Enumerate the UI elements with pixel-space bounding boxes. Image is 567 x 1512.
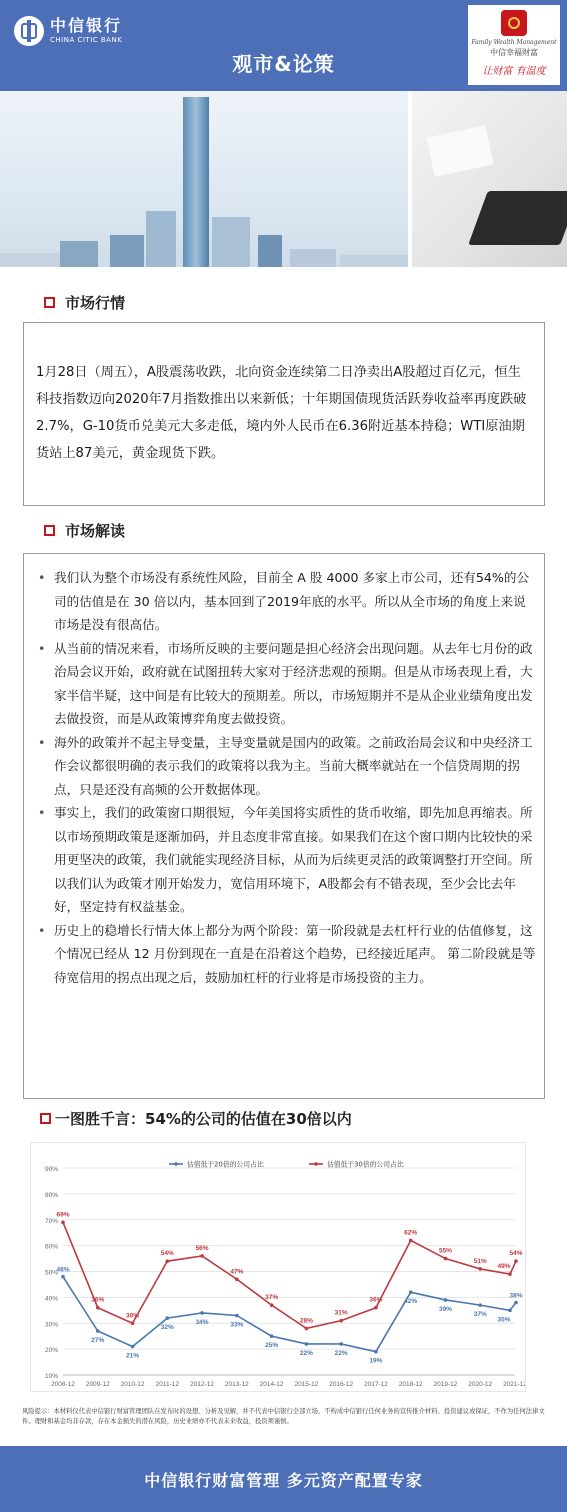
- data-point: [409, 1239, 413, 1243]
- x-tick-label: 2012-12: [190, 1381, 215, 1388]
- analysis-box: [23, 553, 545, 1099]
- x-tick-label: 2021-12: [503, 1381, 525, 1388]
- footer-slogan: 中信银行财富管理 多元资产配置专家: [144, 1471, 423, 1490]
- data-point: [166, 1316, 170, 1320]
- logo-en: CHINA CITIC BANK: [50, 36, 123, 44]
- data-label: 34%: [195, 1318, 209, 1326]
- y-tick-label: 40%: [44, 1295, 58, 1303]
- data-label: 38%: [509, 1292, 523, 1300]
- data-point: [409, 1290, 413, 1294]
- data-label: 32%: [160, 1324, 174, 1332]
- market-summary-text: 1月28日（周五），A股震荡收跌，北向资金连续第二日净卖出A股超过百亿元，恒生科技指数迈向2020年7月指数推出以来新低；十年期国债现货活跃券收益率再度跌破2.7%，G-10货币兑美元大多走低，境内外人民币在6.36附近基本持稳；WTI原油期货站上87美元，黄金现货下跌。: [36, 365, 527, 461]
- analysis-list: [24, 554, 544, 989]
- list-item: • 历史上的稳增长行情大体上都分为两个阶段：第一阶段就是去杠杆行业的估值修复，这个情况已经从 12 月份到现在一直是在沿着这个趋势，已经接近尾声。 第二阶段就是等待宽信用的拐点出现之后，鼓励加杠杆的行业将是市场投资的主力。: [36, 919, 536, 990]
- data-point: [444, 1298, 448, 1302]
- data-point: [478, 1267, 482, 1271]
- y-tick-label: 60%: [44, 1243, 58, 1251]
- citic-logo-icon: [14, 16, 44, 46]
- x-tick-label: 2015-12: [294, 1381, 319, 1388]
- data-point: [444, 1257, 448, 1261]
- data-label: 22%: [299, 1349, 313, 1357]
- chart-heading: [40, 1108, 352, 1129]
- banner-image: [0, 91, 567, 267]
- square-bullet-icon: [44, 297, 55, 308]
- y-tick-label: 10%: [44, 1373, 58, 1380]
- valuation-chart: [30, 1142, 526, 1392]
- y-tick-label: 70%: [44, 1217, 58, 1225]
- data-label: 28%: [299, 1317, 313, 1325]
- data-label: 33%: [230, 1321, 244, 1329]
- bank-logo: [14, 16, 122, 46]
- y-tick-label: 80%: [44, 1191, 58, 1199]
- data-label: 37%: [265, 1294, 279, 1302]
- x-tick-label: 2016-12: [329, 1381, 354, 1388]
- x-tick-label: 2018-12: [398, 1381, 423, 1388]
- data-point: [508, 1309, 512, 1313]
- brand-cn: 中信幸福财富: [490, 48, 538, 57]
- data-label: 42%: [404, 1298, 418, 1306]
- risk-disclaimer: 风险提示：本材料仅代表中信银行财富管理团队在发布时的设想、分析及见解，并不代表中信银行全部立场，不构成中信银行任何业务的宣传推介材料、投资建议或保证，不作为任何法律文件。理财和基金均非存款，存在本金损失的潜在风险，历史业绩亦不代表未来收益，投资须谨慎。: [22, 1408, 545, 1425]
- data-label: 48%: [56, 1266, 70, 1274]
- section-heading-text: 市场解读: [65, 522, 126, 540]
- data-label: 21%: [126, 1352, 140, 1360]
- y-tick-label: 20%: [44, 1347, 58, 1355]
- data-label: 55%: [438, 1247, 452, 1255]
- market-summary-box: [23, 322, 545, 506]
- y-tick-label: 30%: [44, 1321, 58, 1329]
- data-point: [96, 1306, 100, 1310]
- data-label: 27%: [91, 1337, 105, 1345]
- data-point: [270, 1334, 274, 1338]
- data-point: [305, 1327, 309, 1331]
- data-point: [166, 1259, 170, 1263]
- data-label: 36%: [369, 1296, 383, 1304]
- data-point: [305, 1342, 309, 1346]
- y-tick-label: 90%: [44, 1166, 58, 1173]
- section-heading-analysis: [44, 520, 125, 541]
- data-label: 56%: [195, 1244, 209, 1252]
- data-point: [514, 1301, 518, 1305]
- data-point: [131, 1321, 135, 1325]
- list-item: • 海外的政策并不起主导变量，主导变量就是国内的政策。之前政治局会议和中央经济工作会议都很明确的表示我们的政策将以我为主。当前大概率就站在一个信贷周期的拐点，只是还没有高频的公开数据体现。: [36, 731, 536, 802]
- data-label: 19%: [369, 1357, 383, 1365]
- square-bullet-icon: [40, 1113, 51, 1124]
- data-label: 51%: [473, 1257, 487, 1265]
- chart-svg: [31, 1143, 525, 1391]
- list-item: • 事实上，我们的政策窗口期很短，今年美国将实质性的货币收缩，即先加息再缩表。所以市场预期政策是逐渐加码，并且态度非常直接。如果我们在这个窗口期内比较快的采用更坚决的政策，我们就能实现经济目标，从而为后续更灵活的政策调整打开空间。所以我们认为政策才刚开始发力，宽信用环境下，A股都会有不错表现，至少会比去年好，坚定持有权益基金。: [36, 801, 536, 919]
- x-tick-label: 2011-12: [155, 1381, 179, 1388]
- footer: [0, 1446, 567, 1512]
- x-tick-label: 2009-12: [85, 1381, 110, 1388]
- data-point: [96, 1329, 100, 1333]
- legend-label: 估值低于30倍的公司占比: [327, 1160, 404, 1169]
- data-label: 36%: [91, 1296, 105, 1304]
- data-point: [339, 1342, 343, 1346]
- legend-marker: [314, 1162, 318, 1166]
- header: [0, 0, 567, 91]
- x-tick-label: 2013-12: [224, 1381, 249, 1388]
- x-tick-label: 2019-12: [433, 1381, 458, 1388]
- data-point: [514, 1259, 518, 1263]
- data-label: 25%: [265, 1342, 279, 1350]
- data-label: 47%: [230, 1268, 244, 1276]
- logo-cn: 中信银行: [50, 16, 123, 35]
- brand-seal-icon: [501, 10, 527, 36]
- data-label: 62%: [404, 1229, 418, 1237]
- data-label: 31%: [334, 1309, 348, 1317]
- data-point: [478, 1303, 482, 1307]
- brand-en: Family Wealth Management: [471, 39, 557, 46]
- data-label: 54%: [160, 1250, 174, 1258]
- data-point: [339, 1319, 343, 1323]
- data-point: [200, 1311, 204, 1315]
- brand-slogan: 让财富 有温度: [482, 66, 546, 77]
- data-label: 22%: [334, 1349, 348, 1357]
- data-point: [61, 1275, 65, 1279]
- square-bullet-icon: [44, 525, 55, 536]
- x-tick-label: 2010-12: [120, 1381, 145, 1388]
- x-tick-label: 2014-12: [259, 1381, 284, 1388]
- y-tick-label: 50%: [44, 1269, 58, 1277]
- brand-badge: [468, 5, 560, 85]
- data-label: 30%: [126, 1312, 140, 1320]
- data-label: 39%: [438, 1305, 452, 1313]
- data-label: 54%: [509, 1250, 523, 1258]
- legend-label: 估值低于20倍的公司占比: [187, 1160, 264, 1169]
- section-heading-text: 市场行情: [65, 294, 126, 312]
- data-label: 49%: [497, 1263, 511, 1271]
- data-point: [235, 1277, 239, 1281]
- section-heading-market: [44, 292, 125, 313]
- list-item: • 我们认为整个市场没有系统性风险，目前全 A 股 4000 多家上市公司，还有54%的公司的估值是在 30 倍以内，基本回到了2019年底的水平。所以从全市场的角度上来说市场是没有很高估。: [36, 566, 536, 637]
- legend-marker: [174, 1162, 178, 1166]
- page-title: 观市&论策: [232, 52, 335, 76]
- data-label: 37%: [473, 1311, 487, 1319]
- data-label: 69%: [56, 1211, 70, 1219]
- city-skyline-image: [0, 91, 408, 267]
- data-point: [374, 1350, 378, 1354]
- data-point: [200, 1254, 204, 1258]
- x-tick-label: 2008-12: [51, 1381, 75, 1388]
- data-point: [131, 1345, 135, 1349]
- data-point: [508, 1272, 512, 1276]
- data-point: [61, 1221, 65, 1225]
- data-point: [235, 1314, 239, 1318]
- data-point: [374, 1306, 378, 1310]
- chart-heading-text: 一图胜千言：54%的公司的估值在30倍以内: [55, 1110, 352, 1128]
- data-label: 35%: [497, 1316, 511, 1324]
- list-item: • 从当前的情况来看，市场所反映的主要问题是担心经济会出现问题。从去年七月份的政治局会议开始，政府就在试图扭转大家对于经济悲观的预期。但是从市场表现上看，大家半信半疑，这中间是有比较大的预期差。所以，市场短期并不是从企业业绩角度出发去做投资，而是从政策博弈角度去做投资。: [36, 637, 536, 731]
- x-tick-label: 2017-12: [363, 1381, 388, 1388]
- data-point: [270, 1303, 274, 1307]
- x-tick-label: 2020-12: [468, 1381, 493, 1388]
